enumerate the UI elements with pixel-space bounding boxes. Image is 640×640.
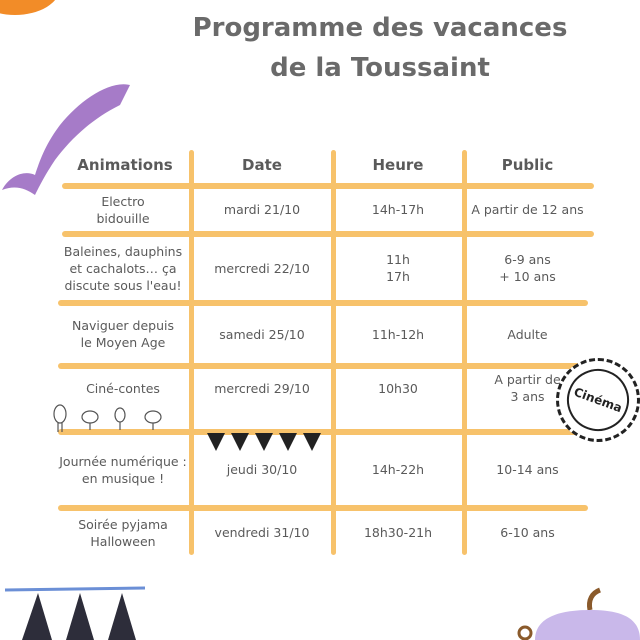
cell-animation: Journée numérique : en musique ! <box>59 453 187 486</box>
title-line-2: de la Toussaint <box>270 53 490 83</box>
cell-heure: 11h 17h <box>386 252 410 284</box>
cell-public: Adulte <box>507 326 548 342</box>
cell-heure: 18h30-21h <box>363 525 433 540</box>
header-animations: Animations <box>77 155 173 174</box>
cell-public: 6-9 ans + 10 ans <box>499 252 556 284</box>
cell-animation: Baleines, dauphins et cachalots… ça discute sous l'eau! <box>63 243 183 293</box>
header-date: Date <box>242 155 282 174</box>
cell-animation: Electro bidouille <box>96 193 150 226</box>
orange-blob-decoration <box>0 0 60 15</box>
header-public: Public <box>501 155 554 174</box>
cell-date: mercredi 22/10 <box>214 260 310 276</box>
cell-heure: 10h30 <box>378 380 418 396</box>
bunting-flags-decoration <box>205 433 325 457</box>
header-heure: Heure <box>372 155 424 174</box>
cell-heure: 11h-12h <box>371 326 425 342</box>
hanging-bats-illustration <box>0 585 150 640</box>
cell-date: mercredi 29/10 <box>214 380 310 396</box>
cell-animation: Soirée pyjama Halloween <box>78 516 168 549</box>
page-title <box>160 8 600 88</box>
cell-heure: 14h-22h <box>371 462 425 477</box>
whale-illustration <box>0 80 135 200</box>
cell-date: mardi 21/10 <box>223 202 301 217</box>
cell-date: samedi 25/10 <box>219 326 305 342</box>
birds-illustration <box>45 400 175 435</box>
pumpkin-illustration <box>510 585 640 640</box>
cell-public: 10-14 ans <box>496 462 559 477</box>
cell-public: 6-10 ans <box>500 525 555 540</box>
cell-public: A partir de 12 ans <box>471 202 584 217</box>
cell-date: jeudi 30/10 <box>226 462 298 477</box>
cell-date: vendredi 31/10 <box>214 525 310 540</box>
cell-public: A partir de 3 ans <box>494 372 561 404</box>
cinema-badge-label: Cinéma <box>558 360 637 439</box>
cell-animation: Ciné-contes <box>86 380 160 396</box>
title-line-1: Programme des vacances <box>192 13 568 43</box>
cell-heure: 14h-17h <box>371 202 425 217</box>
cinema-badge <box>556 358 640 442</box>
cell-animation: Naviguer depuis le Moyen Age <box>71 318 174 350</box>
